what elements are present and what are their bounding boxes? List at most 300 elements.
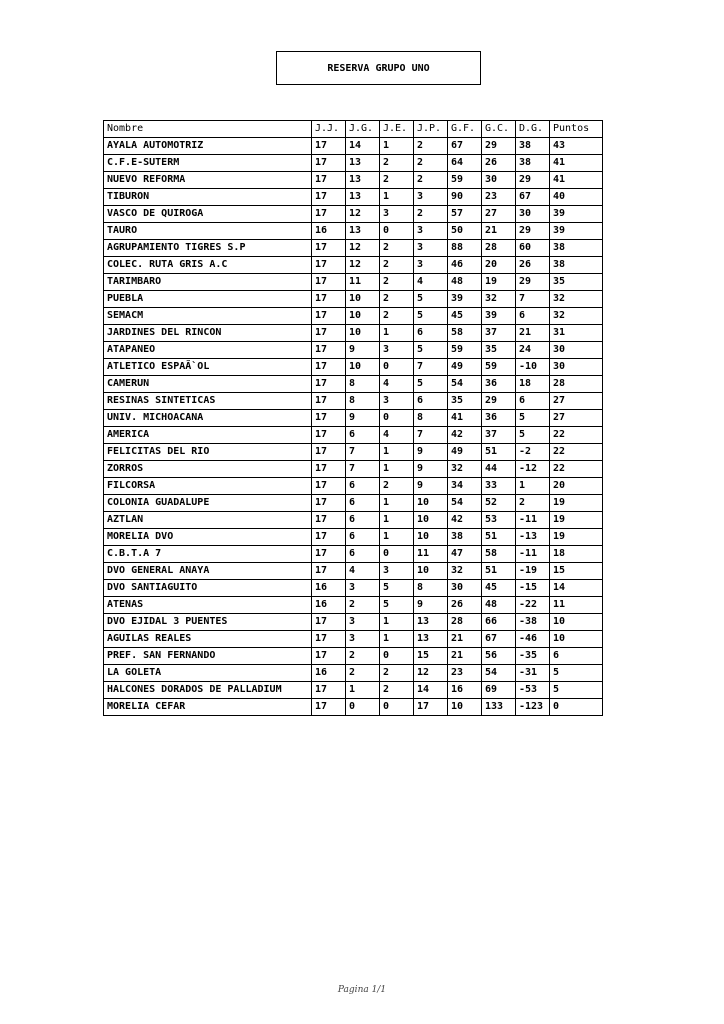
report-title-text: RESERVA GRUPO UNO: [327, 62, 430, 74]
cell-jp: 2: [414, 138, 448, 155]
cell-team-name: MORELIA CEFAR: [104, 699, 312, 716]
table-row: [104, 631, 603, 648]
cell-dg: -11: [516, 512, 550, 529]
cell-je: 1: [380, 529, 414, 546]
cell-je: 4: [380, 376, 414, 393]
cell-je: 2: [380, 682, 414, 699]
cell-jj: 17: [312, 410, 346, 427]
cell-puntos: 5: [550, 682, 603, 699]
cell-dg: 5: [516, 410, 550, 427]
cell-jg: 12: [346, 206, 380, 223]
cell-team-name: MORELIA DVO: [104, 529, 312, 546]
table-row: [104, 495, 603, 512]
cell-gf: 54: [448, 376, 482, 393]
cell-gf: 41: [448, 410, 482, 427]
cell-dg: 67: [516, 189, 550, 206]
table-row: [104, 393, 603, 410]
cell-gf: 59: [448, 342, 482, 359]
table-row: [104, 665, 603, 682]
cell-team-name: FILCORSA: [104, 478, 312, 495]
cell-jj: 17: [312, 155, 346, 172]
cell-team-name: LA GOLETA: [104, 665, 312, 682]
table-row: [104, 563, 603, 580]
cell-dg: -2: [516, 444, 550, 461]
cell-jj: 17: [312, 648, 346, 665]
cell-jp: 5: [414, 291, 448, 308]
cell-jg: 10: [346, 359, 380, 376]
cell-jg: 7: [346, 444, 380, 461]
cell-dg: -31: [516, 665, 550, 682]
cell-jj: 17: [312, 529, 346, 546]
cell-puntos: 15: [550, 563, 603, 580]
cell-jj: 17: [312, 478, 346, 495]
page-footer: Pagina 1/1: [337, 985, 387, 995]
cell-gc: 19: [482, 274, 516, 291]
cell-je: 2: [380, 665, 414, 682]
cell-puntos: 5: [550, 665, 603, 682]
cell-jp: 2: [414, 206, 448, 223]
cell-gc: 69: [482, 682, 516, 699]
cell-puntos: 27: [550, 393, 603, 410]
cell-team-name: CAMERUN: [104, 376, 312, 393]
cell-puntos: 39: [550, 206, 603, 223]
cell-dg: 6: [516, 308, 550, 325]
cell-jj: 17: [312, 291, 346, 308]
cell-jj: 17: [312, 512, 346, 529]
cell-jg: 1: [346, 682, 380, 699]
cell-dg: -19: [516, 563, 550, 580]
cell-puntos: 32: [550, 308, 603, 325]
cell-jp: 13: [414, 614, 448, 631]
cell-team-name: NUEVO REFORMA: [104, 172, 312, 189]
cell-jg: 8: [346, 393, 380, 410]
cell-puntos: 41: [550, 155, 603, 172]
cell-puntos: 41: [550, 172, 603, 189]
cell-jj: 17: [312, 393, 346, 410]
col-header-nombre: Nombre: [104, 121, 312, 138]
cell-jj: 17: [312, 138, 346, 155]
cell-je: 3: [380, 563, 414, 580]
cell-jp: 15: [414, 648, 448, 665]
cell-je: 2: [380, 274, 414, 291]
cell-gc: 30: [482, 172, 516, 189]
cell-jg: 12: [346, 257, 380, 274]
cell-puntos: 22: [550, 461, 603, 478]
cell-dg: -53: [516, 682, 550, 699]
cell-je: 0: [380, 359, 414, 376]
cell-gf: 28: [448, 614, 482, 631]
cell-je: 1: [380, 512, 414, 529]
cell-je: 1: [380, 189, 414, 206]
cell-puntos: 10: [550, 614, 603, 631]
cell-team-name: DVO SANTIAGUITO: [104, 580, 312, 597]
header-row: [104, 121, 603, 138]
cell-jj: 16: [312, 597, 346, 614]
cell-puntos: 19: [550, 495, 603, 512]
table-row: [104, 189, 603, 206]
cell-jg: 2: [346, 665, 380, 682]
cell-jj: 16: [312, 223, 346, 240]
cell-puntos: 10: [550, 631, 603, 648]
cell-gf: 30: [448, 580, 482, 597]
table-row: [104, 291, 603, 308]
cell-gc: 26: [482, 155, 516, 172]
cell-je: 3: [380, 206, 414, 223]
cell-je: 1: [380, 631, 414, 648]
cell-gf: 50: [448, 223, 482, 240]
cell-team-name: TIBURON: [104, 189, 312, 206]
table-row: [104, 359, 603, 376]
cell-jp: 9: [414, 478, 448, 495]
cell-dg: 60: [516, 240, 550, 257]
cell-jg: 13: [346, 223, 380, 240]
cell-team-name: TARIMBARO: [104, 274, 312, 291]
cell-dg: -12: [516, 461, 550, 478]
cell-jg: 11: [346, 274, 380, 291]
cell-je: 1: [380, 461, 414, 478]
cell-jp: 10: [414, 512, 448, 529]
cell-gc: 32: [482, 291, 516, 308]
cell-gc: 29: [482, 393, 516, 410]
table-row: [104, 206, 603, 223]
table-row: [104, 529, 603, 546]
table-row: [104, 512, 603, 529]
cell-puntos: 22: [550, 427, 603, 444]
cell-gc: 66: [482, 614, 516, 631]
cell-gc: 29: [482, 138, 516, 155]
cell-jp: 7: [414, 359, 448, 376]
cell-jg: 13: [346, 189, 380, 206]
cell-team-name: FELICITAS DEL RIO: [104, 444, 312, 461]
cell-jg: 4: [346, 563, 380, 580]
cell-jj: 17: [312, 699, 346, 716]
cell-team-name: AMERICA: [104, 427, 312, 444]
cell-gf: 39: [448, 291, 482, 308]
cell-je: 1: [380, 325, 414, 342]
cell-team-name: AGUILAS REALES: [104, 631, 312, 648]
table-row: [104, 682, 603, 699]
cell-jp: 2: [414, 155, 448, 172]
cell-gc: 20: [482, 257, 516, 274]
cell-gf: 88: [448, 240, 482, 257]
cell-gc: 67: [482, 631, 516, 648]
cell-dg: 29: [516, 274, 550, 291]
cell-gf: 23: [448, 665, 482, 682]
cell-puntos: 14: [550, 580, 603, 597]
cell-gc: 36: [482, 376, 516, 393]
table-row: [104, 308, 603, 325]
cell-jj: 17: [312, 172, 346, 189]
cell-jj: 17: [312, 563, 346, 580]
cell-gf: 34: [448, 478, 482, 495]
cell-jj: 17: [312, 427, 346, 444]
cell-puntos: 28: [550, 376, 603, 393]
table-row: [104, 257, 603, 274]
cell-team-name: SEMACM: [104, 308, 312, 325]
col-header-je: J.E.: [380, 121, 414, 138]
cell-gf: 38: [448, 529, 482, 546]
cell-je: 0: [380, 699, 414, 716]
cell-jj: 17: [312, 240, 346, 257]
cell-jp: 5: [414, 342, 448, 359]
cell-jj: 17: [312, 461, 346, 478]
table-row: [104, 410, 603, 427]
cell-puntos: 18: [550, 546, 603, 563]
cell-team-name: ATAPANEO: [104, 342, 312, 359]
cell-jg: 10: [346, 325, 380, 342]
cell-jg: 10: [346, 308, 380, 325]
cell-jj: 17: [312, 308, 346, 325]
cell-jg: 12: [346, 240, 380, 257]
cell-gc: 56: [482, 648, 516, 665]
cell-jp: 8: [414, 410, 448, 427]
cell-jp: 13: [414, 631, 448, 648]
cell-gc: 45: [482, 580, 516, 597]
table-row: [104, 597, 603, 614]
cell-gf: 59: [448, 172, 482, 189]
table-row: [104, 427, 603, 444]
col-header-jp: J.P.: [414, 121, 448, 138]
cell-jj: 17: [312, 206, 346, 223]
cell-gf: 49: [448, 444, 482, 461]
cell-puntos: 39: [550, 223, 603, 240]
cell-jg: 9: [346, 342, 380, 359]
cell-jj: 17: [312, 359, 346, 376]
cell-je: 5: [380, 580, 414, 597]
cell-puntos: 0: [550, 699, 603, 716]
cell-dg: -13: [516, 529, 550, 546]
cell-gc: 59: [482, 359, 516, 376]
cell-dg: -22: [516, 597, 550, 614]
cell-gf: 46: [448, 257, 482, 274]
cell-jp: 8: [414, 580, 448, 597]
cell-team-name: C.B.T.A 7: [104, 546, 312, 563]
cell-team-name: COLONIA GUADALUPE: [104, 495, 312, 512]
cell-jj: 17: [312, 257, 346, 274]
cell-jp: 3: [414, 223, 448, 240]
cell-gf: 64: [448, 155, 482, 172]
cell-dg: -38: [516, 614, 550, 631]
col-header-gf: G.F.: [448, 121, 482, 138]
cell-puntos: 6: [550, 648, 603, 665]
table-row: [104, 444, 603, 461]
cell-jp: 17: [414, 699, 448, 716]
cell-je: 0: [380, 223, 414, 240]
cell-team-name: PUEBLA: [104, 291, 312, 308]
cell-dg: 1: [516, 478, 550, 495]
cell-gf: 16: [448, 682, 482, 699]
table-row: [104, 614, 603, 631]
table-row: [104, 223, 603, 240]
cell-jj: 17: [312, 274, 346, 291]
col-header-gc: G.C.: [482, 121, 516, 138]
cell-jg: 13: [346, 172, 380, 189]
cell-dg: 6: [516, 393, 550, 410]
cell-jg: 8: [346, 376, 380, 393]
cell-puntos: 43: [550, 138, 603, 155]
cell-gf: 35: [448, 393, 482, 410]
cell-gf: 32: [448, 563, 482, 580]
cell-jp: 3: [414, 189, 448, 206]
cell-gc: 53: [482, 512, 516, 529]
cell-gf: 57: [448, 206, 482, 223]
cell-puntos: 31: [550, 325, 603, 342]
cell-jg: 6: [346, 512, 380, 529]
cell-jp: 7: [414, 427, 448, 444]
cell-jp: 12: [414, 665, 448, 682]
cell-jp: 14: [414, 682, 448, 699]
cell-puntos: 35: [550, 274, 603, 291]
cell-dg: -15: [516, 580, 550, 597]
table-row: [104, 155, 603, 172]
cell-puntos: 19: [550, 512, 603, 529]
cell-gf: 42: [448, 512, 482, 529]
cell-jg: 6: [346, 546, 380, 563]
table-row: [104, 274, 603, 291]
cell-puntos: 30: [550, 342, 603, 359]
cell-team-name: DVO EJIDAL 3 PUENTES: [104, 614, 312, 631]
cell-dg: -123: [516, 699, 550, 716]
cell-dg: -46: [516, 631, 550, 648]
table-row: [104, 172, 603, 189]
cell-jp: 10: [414, 563, 448, 580]
table-row: [104, 325, 603, 342]
cell-dg: 29: [516, 172, 550, 189]
cell-jp: 5: [414, 376, 448, 393]
cell-gc: 44: [482, 461, 516, 478]
cell-gc: 39: [482, 308, 516, 325]
cell-je: 0: [380, 546, 414, 563]
cell-jg: 7: [346, 461, 380, 478]
cell-jg: 14: [346, 138, 380, 155]
cell-gc: 28: [482, 240, 516, 257]
cell-jg: 6: [346, 529, 380, 546]
cell-team-name: ZORROS: [104, 461, 312, 478]
col-header-dg: D.G.: [516, 121, 550, 138]
cell-dg: 7: [516, 291, 550, 308]
cell-gc: 36: [482, 410, 516, 427]
cell-dg: 24: [516, 342, 550, 359]
cell-puntos: 20: [550, 478, 603, 495]
cell-gf: 67: [448, 138, 482, 155]
cell-puntos: 40: [550, 189, 603, 206]
cell-jp: 6: [414, 325, 448, 342]
standings-table: [103, 120, 603, 716]
cell-jp: 6: [414, 393, 448, 410]
cell-gf: 47: [448, 546, 482, 563]
cell-gc: 51: [482, 563, 516, 580]
cell-je: 4: [380, 427, 414, 444]
cell-jp: 10: [414, 529, 448, 546]
cell-puntos: 19: [550, 529, 603, 546]
table-row: [104, 461, 603, 478]
cell-je: 2: [380, 291, 414, 308]
cell-gc: 27: [482, 206, 516, 223]
cell-gc: 51: [482, 529, 516, 546]
cell-team-name: VASCO DE QUIROGA: [104, 206, 312, 223]
cell-team-name: UNIV. MICHOACANA: [104, 410, 312, 427]
cell-gc: 37: [482, 325, 516, 342]
cell-jg: 3: [346, 614, 380, 631]
cell-jg: 13: [346, 155, 380, 172]
col-header-jj: J.J.: [312, 121, 346, 138]
col-header-jg: J.G.: [346, 121, 380, 138]
cell-jj: 17: [312, 342, 346, 359]
table-row: [104, 580, 603, 597]
cell-gc: 54: [482, 665, 516, 682]
cell-je: 2: [380, 308, 414, 325]
cell-gf: 58: [448, 325, 482, 342]
table-row: [104, 699, 603, 716]
cell-team-name: C.F.E-SUTERM: [104, 155, 312, 172]
cell-je: 1: [380, 138, 414, 155]
cell-je: 0: [380, 410, 414, 427]
cell-jp: 5: [414, 308, 448, 325]
cell-jg: 6: [346, 478, 380, 495]
cell-je: 1: [380, 495, 414, 512]
cell-puntos: 11: [550, 597, 603, 614]
cell-je: 2: [380, 172, 414, 189]
cell-je: 5: [380, 597, 414, 614]
cell-jj: 17: [312, 444, 346, 461]
cell-gc: 58: [482, 546, 516, 563]
cell-dg: -11: [516, 546, 550, 563]
cell-gf: 48: [448, 274, 482, 291]
cell-jg: 3: [346, 631, 380, 648]
cell-team-name: COLEC. RUTA GRIS A.C: [104, 257, 312, 274]
cell-dg: 18: [516, 376, 550, 393]
cell-team-name: AZTLAN: [104, 512, 312, 529]
cell-gf: 90: [448, 189, 482, 206]
cell-dg: 38: [516, 155, 550, 172]
cell-jj: 17: [312, 495, 346, 512]
cell-puntos: 30: [550, 359, 603, 376]
cell-gc: 33: [482, 478, 516, 495]
cell-jj: 17: [312, 546, 346, 563]
cell-jp: 3: [414, 257, 448, 274]
cell-dg: 38: [516, 138, 550, 155]
cell-gf: 10: [448, 699, 482, 716]
cell-puntos: 38: [550, 257, 603, 274]
cell-gf: 26: [448, 597, 482, 614]
table-row: [104, 138, 603, 155]
cell-dg: 5: [516, 427, 550, 444]
cell-jj: 17: [312, 376, 346, 393]
cell-je: 2: [380, 240, 414, 257]
cell-jj: 17: [312, 631, 346, 648]
cell-team-name: RESINAS SINTETICAS: [104, 393, 312, 410]
col-header-puntos: Puntos: [550, 121, 603, 138]
table-row: [104, 478, 603, 495]
cell-puntos: 22: [550, 444, 603, 461]
cell-je: 2: [380, 155, 414, 172]
cell-je: 3: [380, 342, 414, 359]
cell-team-name: AGRUPAMIENTO TIGRES S.P: [104, 240, 312, 257]
cell-gc: 23: [482, 189, 516, 206]
cell-dg: 2: [516, 495, 550, 512]
cell-team-name: TAURO: [104, 223, 312, 240]
cell-team-name: PREF. SAN FERNANDO: [104, 648, 312, 665]
cell-puntos: 32: [550, 291, 603, 308]
cell-jp: 9: [414, 597, 448, 614]
cell-je: 0: [380, 648, 414, 665]
cell-jg: 9: [346, 410, 380, 427]
cell-jj: 16: [312, 580, 346, 597]
cell-gf: 49: [448, 359, 482, 376]
cell-je: 1: [380, 444, 414, 461]
cell-gf: 21: [448, 648, 482, 665]
cell-je: 2: [380, 257, 414, 274]
